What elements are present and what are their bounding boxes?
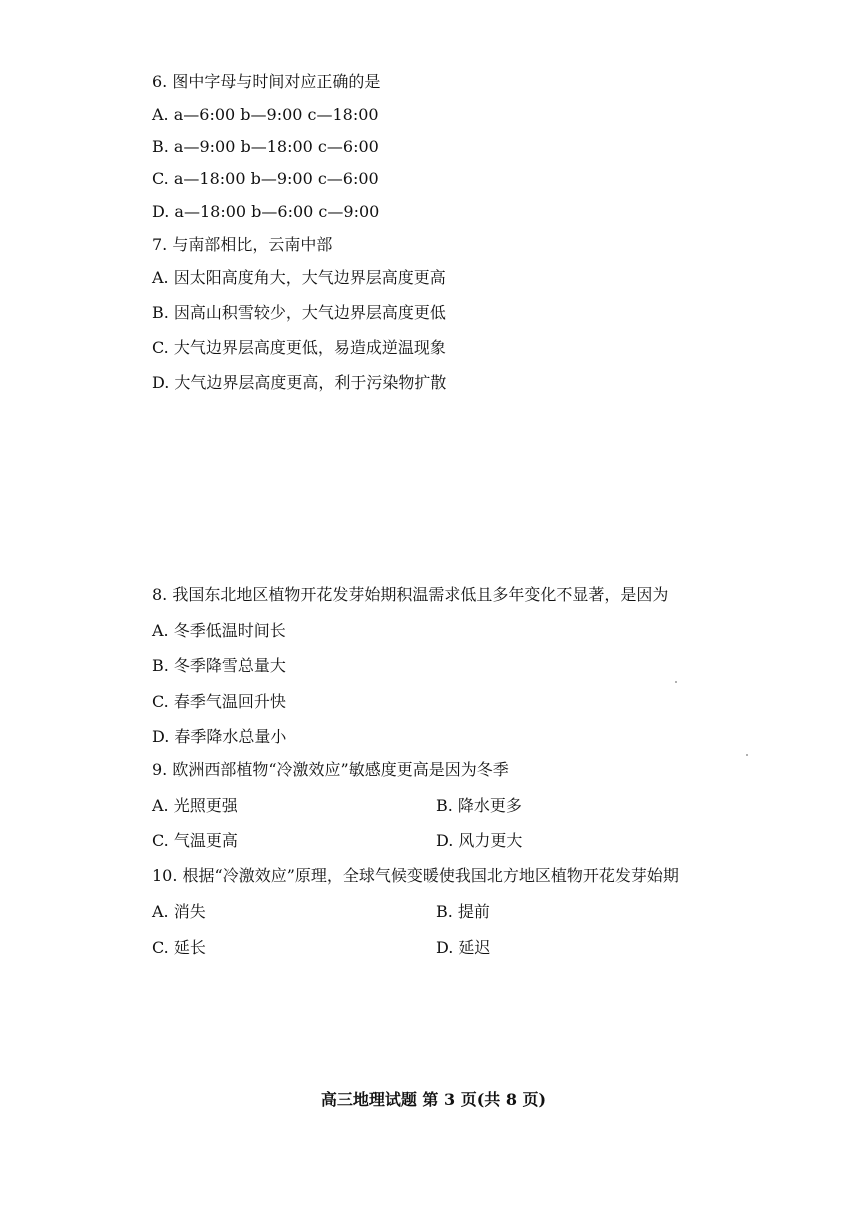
- q8-option-c: C. 春季气温回升快: [152, 692, 286, 711]
- q7-stem: 7. 与南部相比，云南中部: [152, 235, 333, 254]
- q6-option-c: C. a—18:00 b—9:00 c—6:00: [152, 169, 379, 188]
- q6-option-b: B. a—9:00 b—18:00 c—6:00: [152, 137, 379, 156]
- q7-option-a: A. 因太阳高度角大，大气边界层高度更高: [152, 268, 446, 287]
- q8-stem: 8. 我国东北地区植物开花发芽始期积温需求低且多年变化不显著，是因为: [152, 585, 669, 604]
- q7-option-b: B. 因高山积雪较少，大气边界层高度更低: [152, 303, 446, 322]
- q8-option-d: D. 春季降水总量小: [152, 727, 287, 746]
- q7-option-d: D. 大气边界层高度更高，利于污染物扩散: [152, 373, 447, 392]
- q8-option-a: A. 冬季低温时间长: [152, 621, 286, 640]
- scan-speck: [675, 681, 677, 683]
- q10-option-d: D. 延迟: [436, 938, 491, 957]
- q9-option-d: D. 风力更大: [436, 831, 523, 850]
- scan-speck: [746, 754, 748, 756]
- q6-option-d: D. a—18:00 b—6:00 c—9:00: [152, 202, 380, 221]
- q9-option-a: A. 光照更强: [152, 796, 238, 815]
- q9-option-c: C. 气温更高: [152, 831, 238, 850]
- q10-option-b: B. 提前: [436, 902, 490, 921]
- q8-option-b: B. 冬季降雪总量大: [152, 656, 286, 675]
- q10-option-c: C. 延长: [152, 938, 206, 957]
- q9-stem: 9. 欧洲西部植物“冷激效应”敏感度更高是因为冬季: [152, 760, 509, 779]
- q6-stem: 6. 图中字母与时间对应正确的是: [152, 72, 381, 91]
- q6-option-a: A. a—6:00 b—9:00 c—18:00: [152, 105, 379, 124]
- page-footer: 高三地理试题 第 3 页(共 8 页): [320, 1090, 547, 1109]
- q10-option-a: A. 消失: [152, 902, 206, 921]
- q10-stem: 10. 根据“冷激效应”原理，全球气候变暖使我国北方地区植物开花发芽始期: [152, 866, 679, 885]
- q9-option-b: B. 降水更多: [436, 796, 522, 815]
- q7-option-c: C. 大气边界层高度更低，易造成逆温现象: [152, 338, 446, 357]
